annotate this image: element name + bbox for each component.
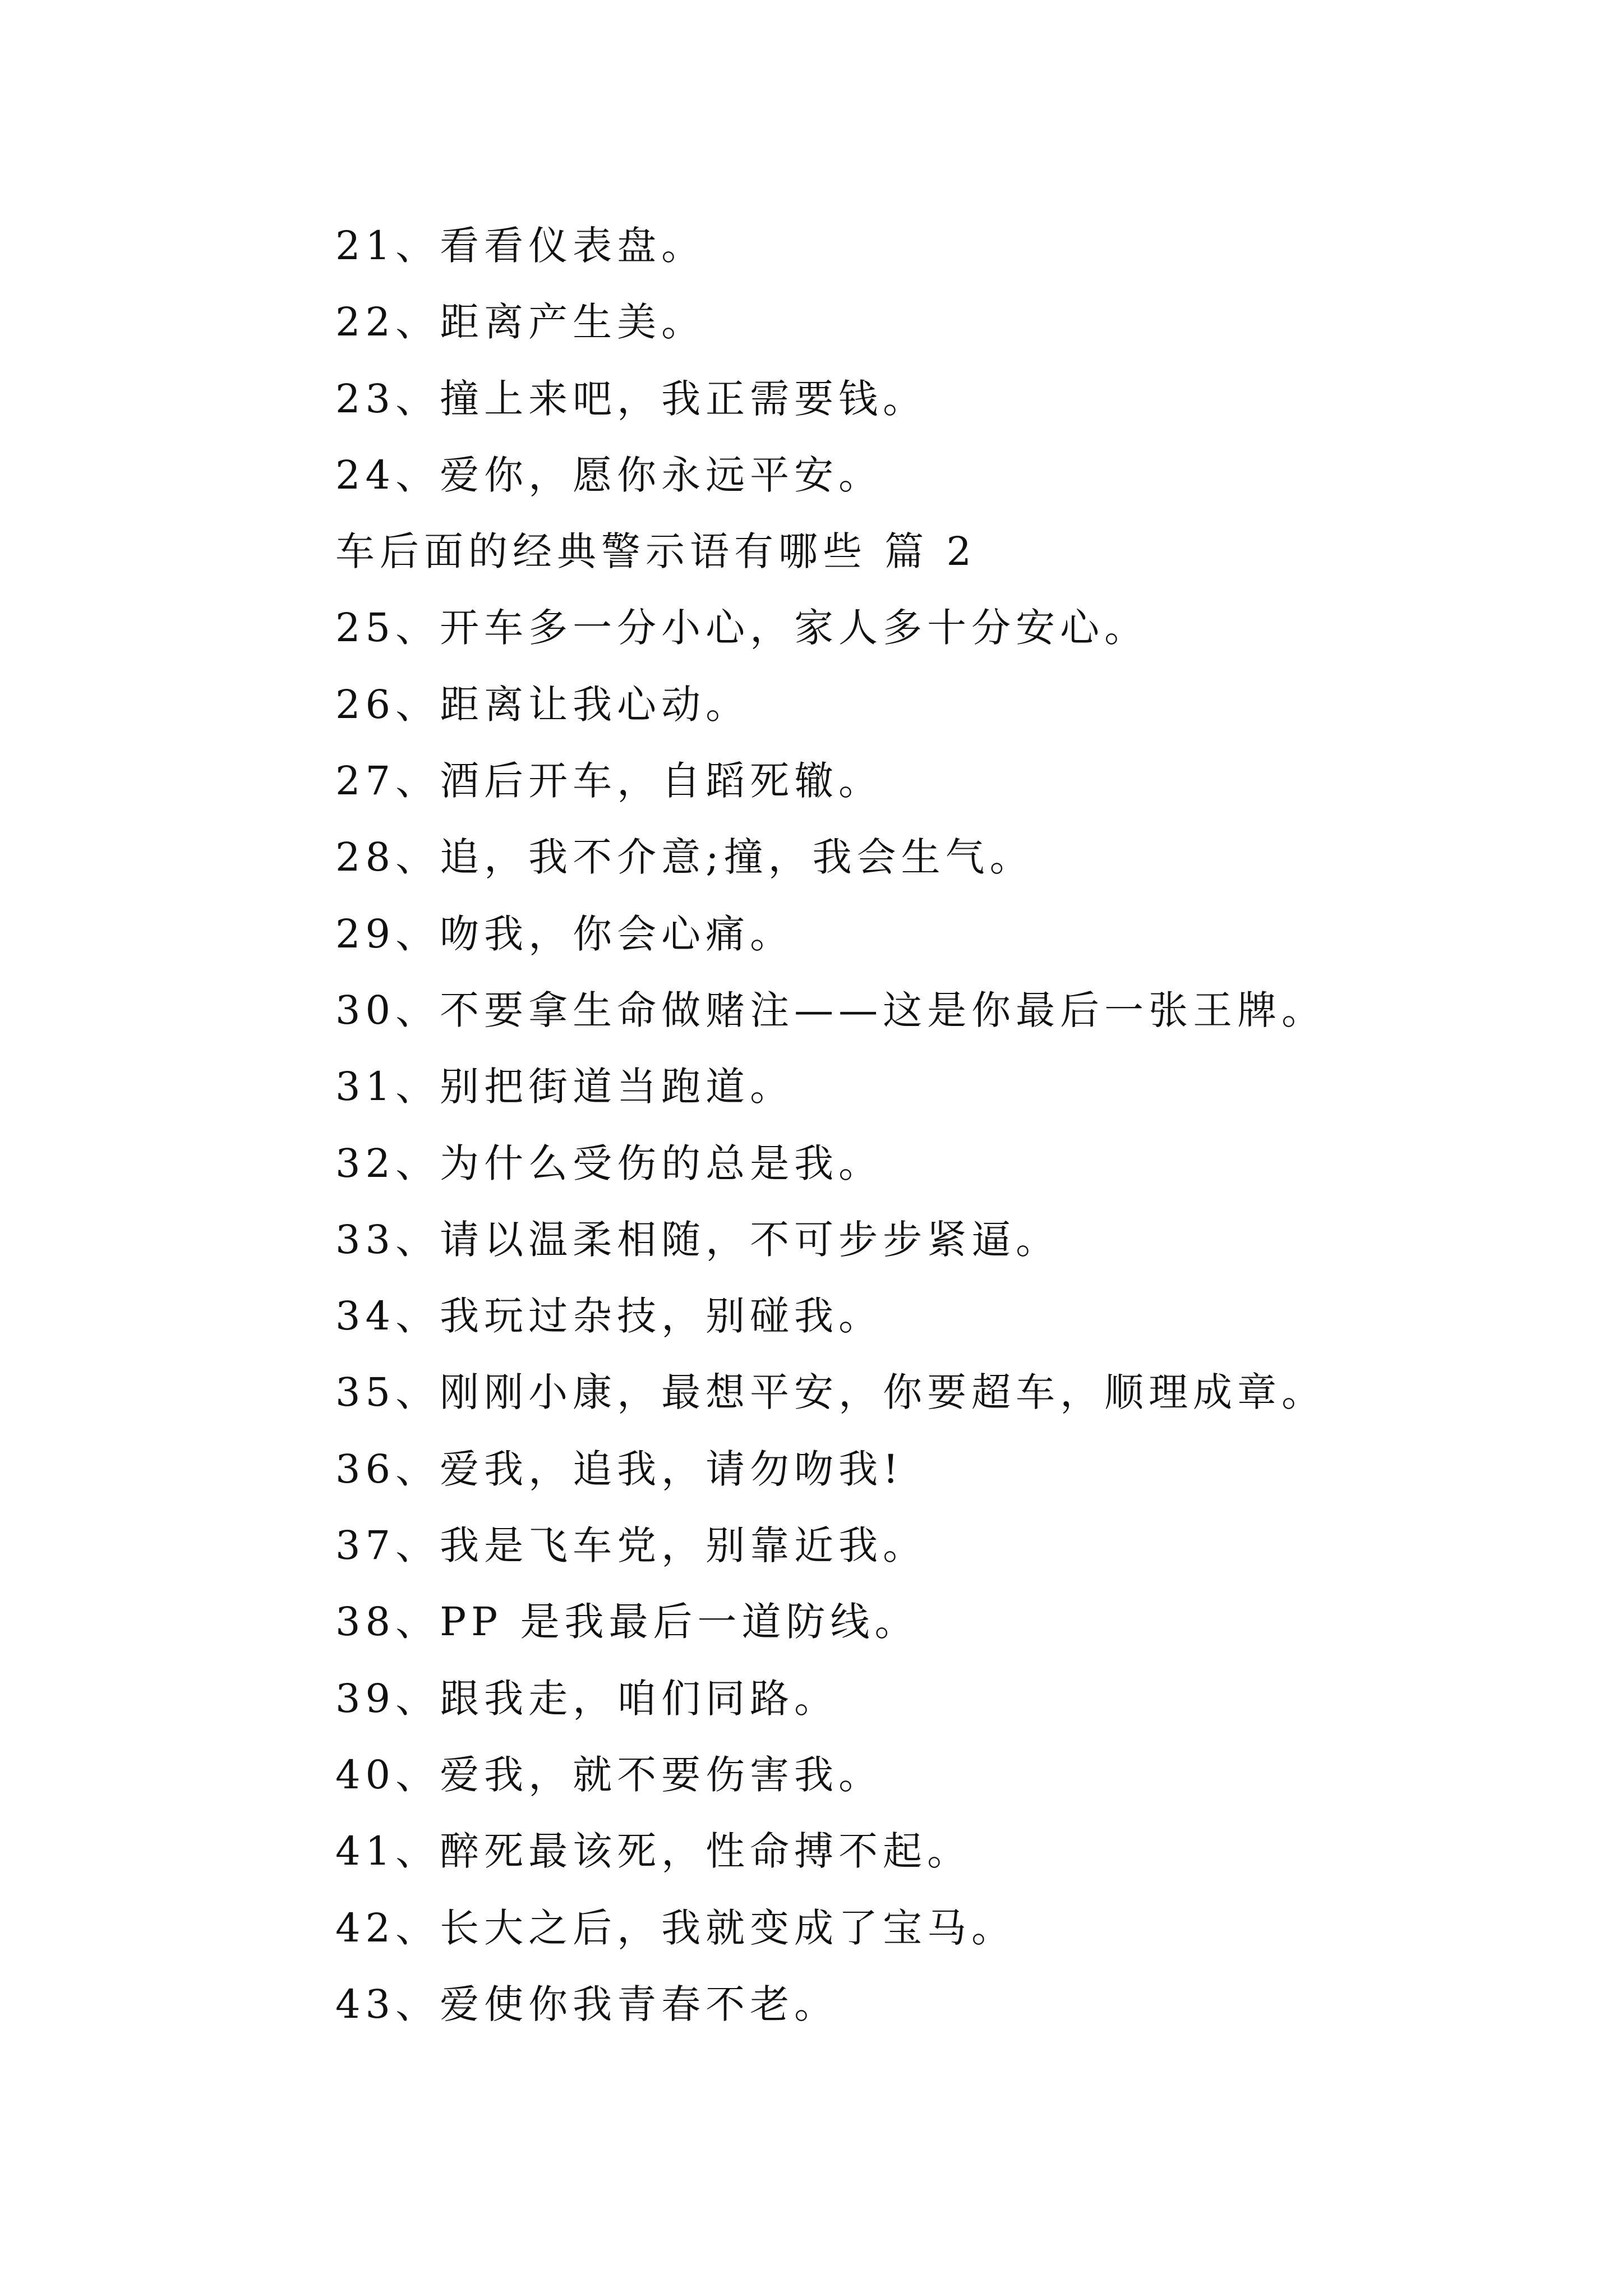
text-line: 22、距离产生美。 (335, 299, 706, 346)
text-line: 25、开车多一分小心，家人多十分安心。 (335, 605, 1149, 651)
text-line: 29、吻我，你会心痛。 (335, 910, 795, 957)
text-line: 37、我是飞车党，别靠近我。 (335, 1522, 928, 1569)
text-line: 32、为什么受伤的总是我。 (335, 1140, 883, 1186)
text-line: 41、醉死最该死，性命搏不起。 (335, 1828, 972, 1875)
text-line: 38、PP 是我最后一道防线。 (335, 1599, 919, 1645)
text-line: 42、长大之后，我就变成了宝马。 (335, 1904, 1016, 1951)
text-body (335, 218, 1513, 2053)
text-line: 21、看看仪表盘。 (335, 223, 706, 269)
text-line: 31、别把街道当跑道。 (335, 1064, 795, 1110)
text-line: 28、追，我不介意;撞，我会生气。 (335, 834, 1034, 881)
text-line: 34、我玩过杂技，别碰我。 (335, 1293, 883, 1340)
text-line: 27、酒后开车，自蹈死辙。 (335, 758, 883, 804)
text-line: 24、爱你，愿你永远平安。 (335, 452, 883, 498)
text-line: 43、爱使你我青春不老。 (335, 1981, 839, 2027)
text-line: 39、跟我走，咱们同路。 (335, 1675, 839, 1722)
section-heading: 车后面的经典警示语有哪些 篇 2 (335, 528, 977, 575)
text-line: 30、不要拿生命做赌注——这是你最后一张王牌。 (335, 987, 1326, 1033)
text-line: 26、距离让我心动。 (335, 681, 750, 728)
text-line: 23、撞上来吧，我正需要钱。 (335, 375, 928, 422)
text-line: 33、请以温柔相随，不可步步紧逼。 (335, 1216, 1061, 1263)
text-line: 35、刚刚小康，最想平安，你要超车，顺理成章。 (335, 1369, 1326, 1416)
text-line: 40、爱我，就不要伤害我。 (335, 1751, 883, 1798)
text-line: 36、爱我，追我，请勿吻我! (335, 1446, 904, 1492)
